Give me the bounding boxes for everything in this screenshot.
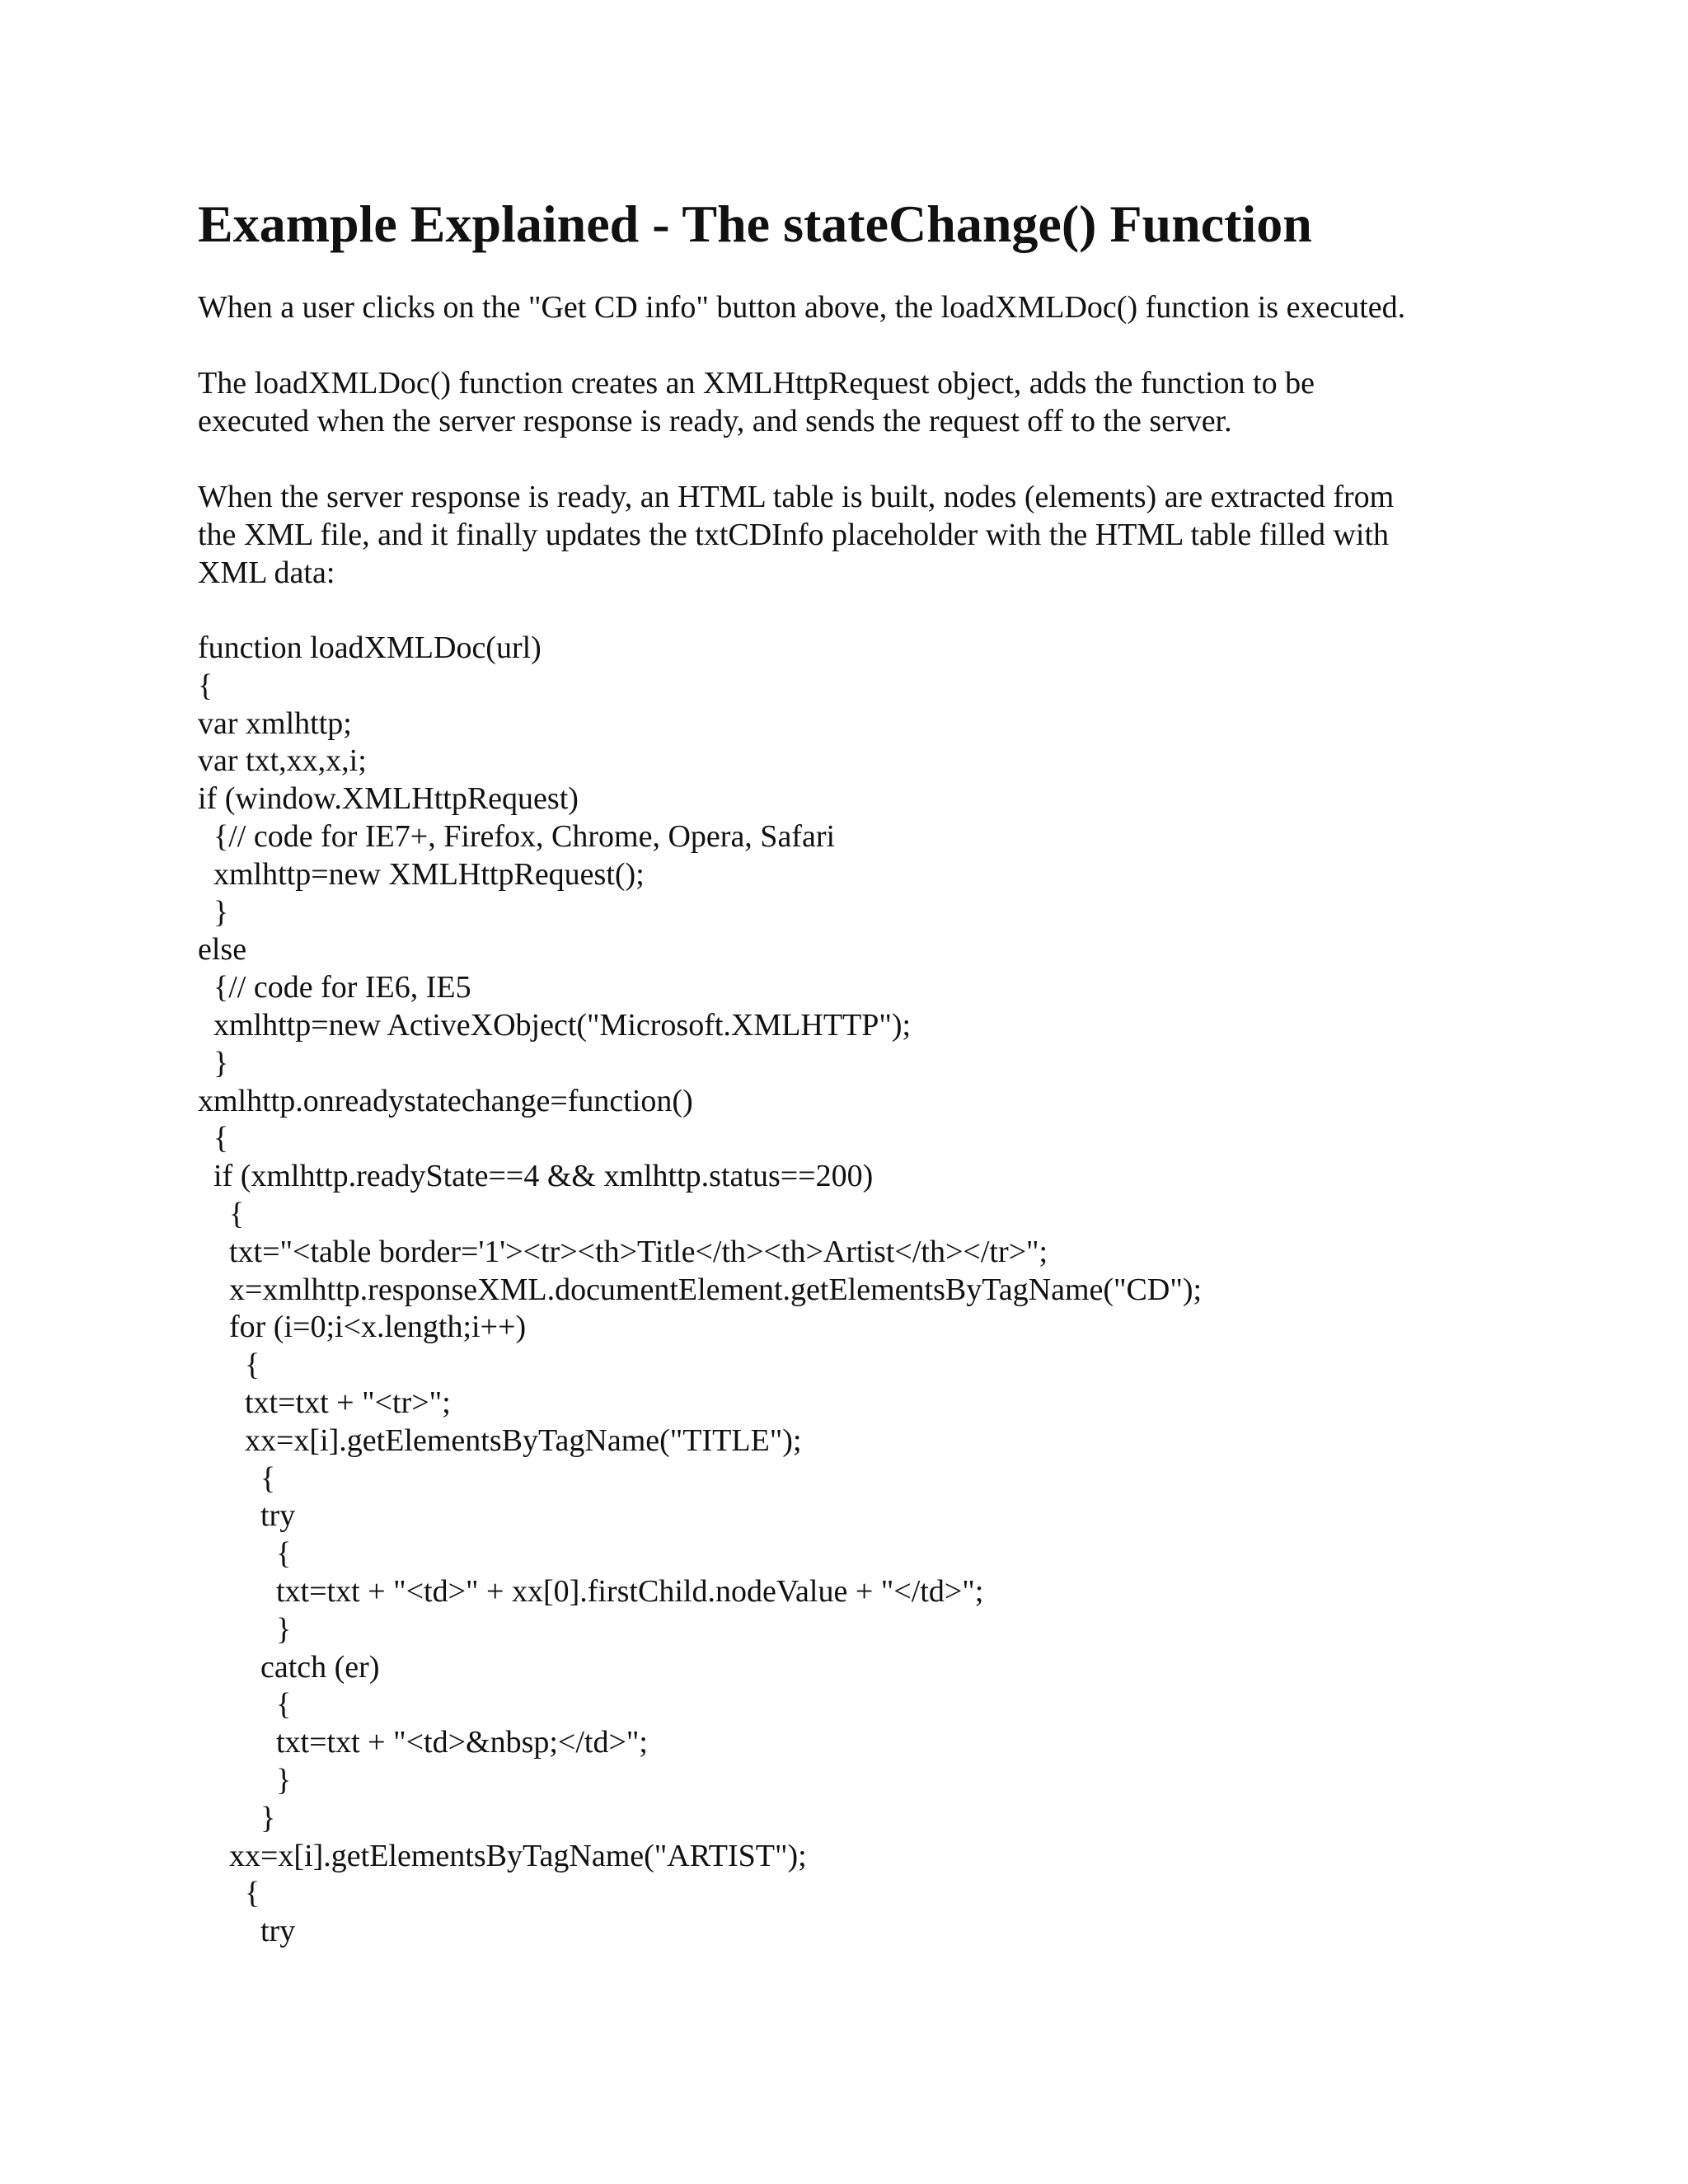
paragraph-server-response [198, 478, 1484, 592]
paragraph-line: When a user clicks on the "Get CD info" button above, the loadXMLDoc() function is executed. [198, 290, 1406, 325]
code-line: } [198, 1611, 292, 1647]
code-line: { [198, 1196, 245, 1231]
code-line: { [198, 1121, 229, 1156]
code-line: txt=txt + "<td>&nbsp;</td>"; [198, 1725, 648, 1760]
code-line: xmlhttp=new ActiveXObject("Microsoft.XMLHTTP"); [198, 1007, 912, 1043]
code-line: } [198, 1045, 229, 1080]
code-line: var xmlhttp; [198, 705, 352, 741]
code-line: xx=x[i].getElementsByTagName("TITLE"); [198, 1422, 802, 1458]
paragraph-line: XML data: [198, 555, 335, 590]
paragraph-intro [198, 288, 1484, 326]
paragraph-line: When the server response is ready, an HTML table is built, nodes (elements) are extracted from [198, 480, 1395, 514]
code-line: txt="<table border='1'><tr><th>Title</th><th>Artist</th></tr>"; [198, 1234, 1048, 1269]
code-line: {// code for IE7+, Firefox, Chrome, Opera, Safari [198, 818, 836, 854]
code-line: { [198, 1876, 260, 1911]
paragraph-line: The loadXMLDoc() function creates an XMLHttpRequest object, adds the function to be [198, 366, 1315, 401]
paragraph-line: executed when the server response is ready, and sends the request off to the server. [198, 404, 1232, 438]
page-title: Example Explained - The stateChange() Function [198, 194, 1312, 253]
code-line: try [198, 1498, 296, 1534]
paragraph-loadxmldoc [198, 364, 1484, 440]
code-line: function loadXMLDoc(url) [198, 630, 542, 665]
code-line: } [198, 894, 229, 930]
code-line: if (xmlhttp.readyState==4 && xmlhttp.status==200) [198, 1159, 874, 1194]
code-line: txt=txt + "<tr>"; [198, 1385, 451, 1420]
code-line: { [198, 1536, 292, 1572]
code-line: { [198, 1687, 292, 1722]
code-line: { [198, 1460, 276, 1496]
code-line: var txt,xx,x,i; [198, 743, 367, 779]
code-line: x=xmlhttp.responseXML.documentElement.getElementsByTagName("CD"); [198, 1272, 1203, 1307]
code-line: { [198, 668, 213, 703]
code-line: try [198, 1914, 296, 1949]
code-line: } [198, 1800, 276, 1835]
code-line: xmlhttp.onreadystatechange=function() [198, 1083, 693, 1118]
code-line: if (window.XMLHttpRequest) [198, 781, 579, 817]
code-line: catch (er) [198, 1649, 380, 1685]
paragraph-line: the XML file, and it finally updates the txtCDInfo placeholder with the HTML table filled with [198, 518, 1390, 552]
code-line: xmlhttp=new XMLHttpRequest(); [198, 856, 645, 892]
code-line: txt=txt + "<td>" + xx[0].firstChild.nodeValue + "</td>"; [198, 1573, 984, 1609]
code-line: for (i=0;i<x.length;i++) [198, 1310, 527, 1345]
code-listing [198, 630, 1517, 1951]
code-line: xx=x[i].getElementsByTagName("ARTIST"); [198, 1838, 807, 1873]
code-line: {// code for IE6, IE5 [198, 970, 471, 1005]
code-line: else [198, 932, 247, 968]
code-line: { [198, 1347, 260, 1383]
code-line: } [198, 1762, 292, 1797]
